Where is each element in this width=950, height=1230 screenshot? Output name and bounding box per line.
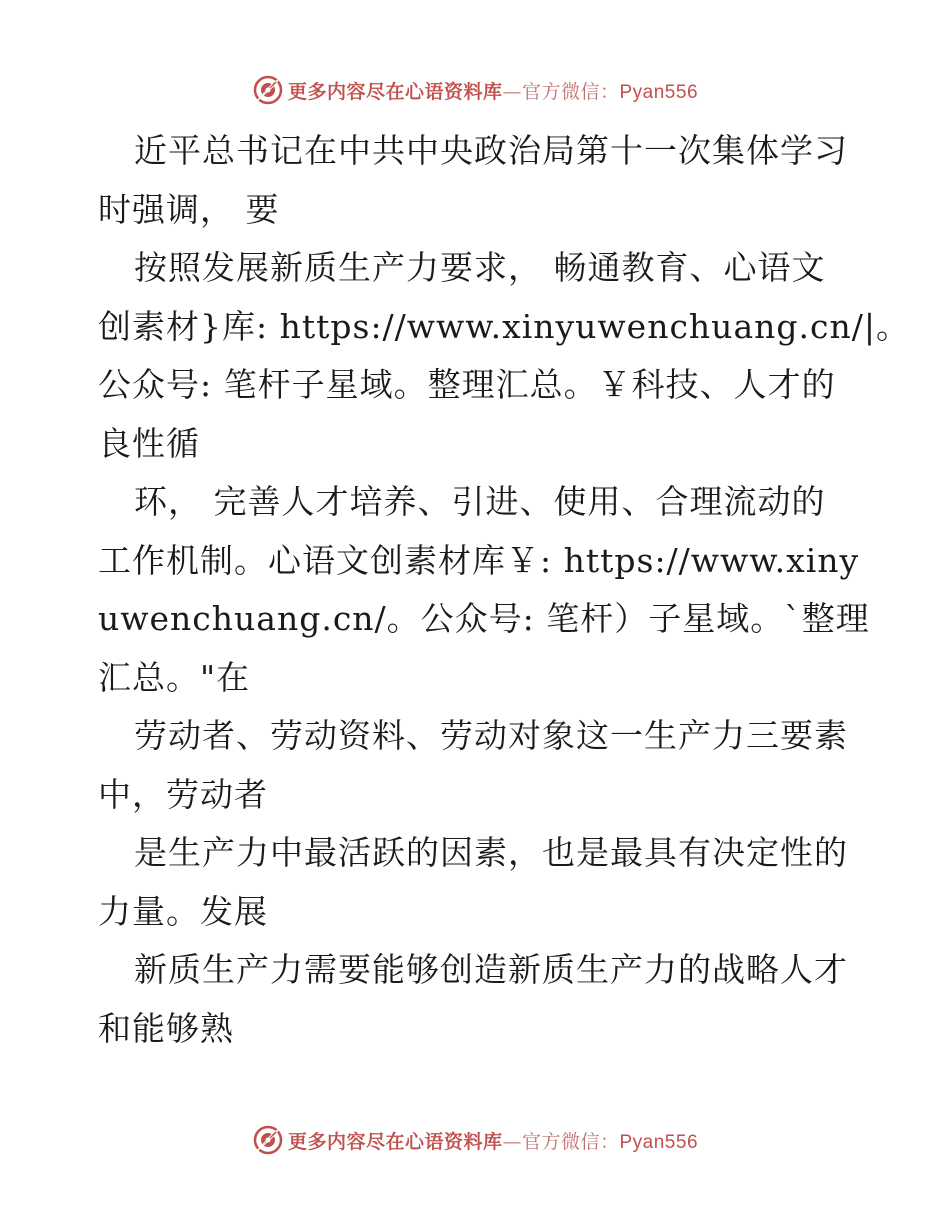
body-line: 时强调， 要 <box>98 189 280 229</box>
body-line: 汇总。"在 <box>98 657 251 697</box>
body-line: 和能够熟 <box>98 1008 234 1048</box>
body-line: 创素材}库: https://www.xinyuwenchuang.cn/|。 <box>98 306 910 346</box>
quill-seal-logo-icon <box>252 1124 284 1156</box>
header-banner-dash: — <box>502 80 522 103</box>
body-line: 良性循 <box>98 423 200 463</box>
footer-banner-dash: — <box>502 1130 522 1153</box>
body-line: 是生产力中最活跃的因素，也是最具有决定性的 <box>134 833 848 872</box>
body-line: 近平总书记在中共中央政治局第十一次集体学习 <box>134 131 848 170</box>
body-line: 工作机制。心语文创素材库￥: https://www.xiny <box>98 540 860 580</box>
document-body <box>98 122 910 1058</box>
footer-banner-sub: 官方微信： <box>521 1130 620 1153</box>
header-banner-text <box>288 77 698 104</box>
body-line: 公众号: 笔杆子星域。整理汇总。￥科技、人才的 <box>98 365 836 404</box>
body-line: 按照发展新质生产力要求， 畅通教育、心语文 <box>134 248 826 287</box>
header-banner <box>0 70 950 110</box>
footer-banner-account: Pyan556 <box>619 1131 699 1153</box>
header-banner-account: Pyan556 <box>619 81 699 103</box>
body-line: 中，劳动者 <box>98 774 268 814</box>
footer-banner-text <box>288 1127 698 1154</box>
footer-banner <box>0 1120 950 1160</box>
quill-seal-logo-icon <box>252 74 284 106</box>
body-line: 劳动者、劳动资料、劳动对象这一生产力三要素 <box>134 716 848 755</box>
footer-banner-main: 更多内容尽在心语资料库 <box>287 1130 503 1153</box>
body-line: uwenchuang.cn/。公众号: 笔杆）子星域。`整理 <box>98 599 870 638</box>
body-line: 环， 完善人才培养、引进、使用、合理流动的 <box>134 482 826 521</box>
body-line: 新质生产力需要能够创造新质生产力的战略人才 <box>134 950 848 989</box>
header-banner-sub: 官方微信： <box>521 80 620 103</box>
header-banner-main: 更多内容尽在心语资料库 <box>287 80 503 103</box>
body-line: 力量。发展 <box>98 891 268 931</box>
